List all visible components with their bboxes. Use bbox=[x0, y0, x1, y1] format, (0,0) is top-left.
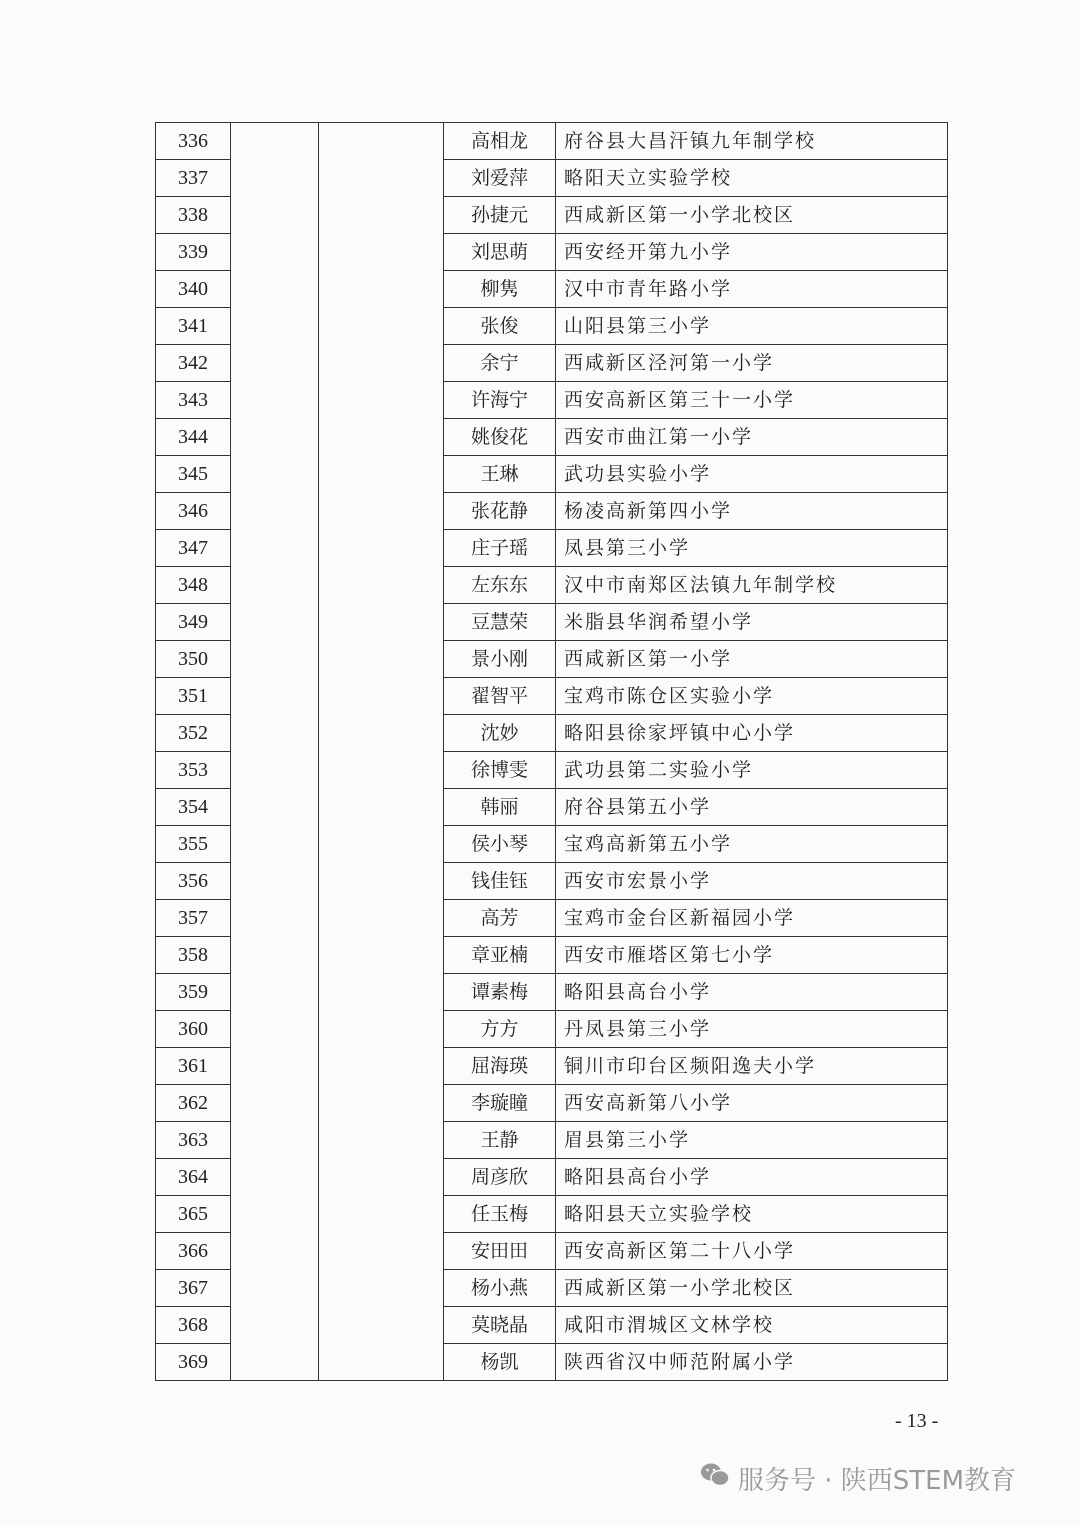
row-number: 348 bbox=[156, 567, 231, 604]
empty-cell bbox=[319, 1011, 444, 1048]
school-name: 府谷县大昌汗镇九年制学校 bbox=[556, 123, 948, 160]
school-name: 宝鸡市陈仓区实验小学 bbox=[556, 678, 948, 715]
person-name: 豆慧荣 bbox=[444, 604, 556, 641]
person-name: 谭素梅 bbox=[444, 974, 556, 1011]
school-name: 丹凤县第三小学 bbox=[556, 1011, 948, 1048]
table-row bbox=[156, 1122, 948, 1159]
table-row bbox=[156, 937, 948, 974]
empty-cell bbox=[319, 678, 444, 715]
person-name: 章亚楠 bbox=[444, 937, 556, 974]
table-row bbox=[156, 1159, 948, 1196]
wechat-icon bbox=[700, 1462, 730, 1495]
table-row bbox=[156, 678, 948, 715]
row-number: 356 bbox=[156, 863, 231, 900]
empty-cell bbox=[319, 604, 444, 641]
table-row bbox=[156, 1048, 948, 1085]
page-number: - 13 - bbox=[895, 1410, 939, 1432]
empty-cell bbox=[319, 197, 444, 234]
watermark-text: 服务号 · 陕西STEM教育 bbox=[738, 1466, 1017, 1496]
empty-cell bbox=[319, 1344, 444, 1381]
row-number: 342 bbox=[156, 345, 231, 382]
person-name: 姚俊花 bbox=[444, 419, 556, 456]
empty-cell bbox=[231, 641, 319, 678]
row-number: 352 bbox=[156, 715, 231, 752]
empty-cell bbox=[319, 900, 444, 937]
empty-cell bbox=[231, 715, 319, 752]
table-row bbox=[156, 641, 948, 678]
school-name: 略阳县天立实验学校 bbox=[556, 1196, 948, 1233]
table-row bbox=[156, 234, 948, 271]
watermark bbox=[700, 1460, 1016, 1497]
row-number: 369 bbox=[156, 1344, 231, 1381]
person-name: 李璇瞳 bbox=[444, 1085, 556, 1122]
school-name: 汉中市南郑区法镇九年制学校 bbox=[556, 567, 948, 604]
school-name: 陕西省汉中师范附属小学 bbox=[556, 1344, 948, 1381]
table-row bbox=[156, 345, 948, 382]
empty-cell bbox=[319, 1122, 444, 1159]
row-number: 366 bbox=[156, 1233, 231, 1270]
row-number: 362 bbox=[156, 1085, 231, 1122]
empty-cell bbox=[231, 1159, 319, 1196]
person-name: 徐博雯 bbox=[444, 752, 556, 789]
person-name: 侯小琴 bbox=[444, 826, 556, 863]
table-row bbox=[156, 900, 948, 937]
empty-cell bbox=[319, 123, 444, 160]
school-name: 西安经开第九小学 bbox=[556, 234, 948, 271]
empty-cell bbox=[319, 382, 444, 419]
table-row bbox=[156, 382, 948, 419]
empty-cell bbox=[231, 1048, 319, 1085]
person-name: 余宁 bbox=[444, 345, 556, 382]
row-number: 341 bbox=[156, 308, 231, 345]
empty-cell bbox=[231, 1196, 319, 1233]
table-row bbox=[156, 604, 948, 641]
school-name: 铜川市印台区频阳逸夫小学 bbox=[556, 1048, 948, 1085]
person-name: 孙捷元 bbox=[444, 197, 556, 234]
table-row bbox=[156, 308, 948, 345]
empty-cell bbox=[319, 1233, 444, 1270]
school-name: 府谷县第五小学 bbox=[556, 789, 948, 826]
school-name: 宝鸡高新第五小学 bbox=[556, 826, 948, 863]
person-name: 张花静 bbox=[444, 493, 556, 530]
empty-cell bbox=[231, 900, 319, 937]
empty-cell bbox=[319, 1270, 444, 1307]
empty-cell bbox=[231, 752, 319, 789]
row-number: 355 bbox=[156, 826, 231, 863]
empty-cell bbox=[231, 937, 319, 974]
table-row bbox=[156, 1307, 948, 1344]
school-name: 西安高新区第三十一小学 bbox=[556, 382, 948, 419]
empty-cell bbox=[319, 456, 444, 493]
table-row bbox=[156, 567, 948, 604]
empty-cell bbox=[319, 1307, 444, 1344]
school-name: 西咸新区第一小学北校区 bbox=[556, 197, 948, 234]
table-row bbox=[156, 123, 948, 160]
empty-cell bbox=[231, 604, 319, 641]
row-number: 345 bbox=[156, 456, 231, 493]
school-name: 略阳天立实验学校 bbox=[556, 160, 948, 197]
empty-cell bbox=[231, 826, 319, 863]
person-name: 刘思萌 bbox=[444, 234, 556, 271]
row-number: 337 bbox=[156, 160, 231, 197]
person-name: 张俊 bbox=[444, 308, 556, 345]
table-row bbox=[156, 1233, 948, 1270]
row-number: 343 bbox=[156, 382, 231, 419]
person-name: 安田田 bbox=[444, 1233, 556, 1270]
empty-cell bbox=[319, 641, 444, 678]
table-row bbox=[156, 197, 948, 234]
table-row bbox=[156, 1270, 948, 1307]
person-name: 许海宁 bbox=[444, 382, 556, 419]
empty-cell bbox=[231, 308, 319, 345]
school-name: 米脂县华润希望小学 bbox=[556, 604, 948, 641]
person-name: 王静 bbox=[444, 1122, 556, 1159]
empty-cell bbox=[319, 567, 444, 604]
row-number: 357 bbox=[156, 900, 231, 937]
row-number: 339 bbox=[156, 234, 231, 271]
row-number: 359 bbox=[156, 974, 231, 1011]
empty-cell bbox=[319, 160, 444, 197]
empty-cell bbox=[231, 419, 319, 456]
school-name: 咸阳市渭城区文林学校 bbox=[556, 1307, 948, 1344]
empty-cell bbox=[319, 1159, 444, 1196]
empty-cell bbox=[231, 123, 319, 160]
person-name: 周彦欣 bbox=[444, 1159, 556, 1196]
row-number: 367 bbox=[156, 1270, 231, 1307]
person-name: 沈妙 bbox=[444, 715, 556, 752]
table-row bbox=[156, 530, 948, 567]
empty-cell bbox=[319, 419, 444, 456]
row-number: 346 bbox=[156, 493, 231, 530]
school-name: 西安市曲江第一小学 bbox=[556, 419, 948, 456]
table-row bbox=[156, 493, 948, 530]
empty-cell bbox=[319, 863, 444, 900]
empty-cell bbox=[231, 1233, 319, 1270]
empty-cell bbox=[231, 271, 319, 308]
table-row bbox=[156, 789, 948, 826]
school-name: 西咸新区第一小学北校区 bbox=[556, 1270, 948, 1307]
empty-cell bbox=[231, 160, 319, 197]
school-name: 眉县第三小学 bbox=[556, 1122, 948, 1159]
empty-cell bbox=[319, 715, 444, 752]
table-row bbox=[156, 160, 948, 197]
empty-cell bbox=[231, 1270, 319, 1307]
row-number: 363 bbox=[156, 1122, 231, 1159]
person-name: 杨凯 bbox=[444, 1344, 556, 1381]
empty-cell bbox=[319, 1048, 444, 1085]
row-number: 353 bbox=[156, 752, 231, 789]
empty-cell bbox=[319, 530, 444, 567]
row-number: 365 bbox=[156, 1196, 231, 1233]
table-row bbox=[156, 1085, 948, 1122]
awardee-table bbox=[155, 122, 948, 1381]
row-number: 358 bbox=[156, 937, 231, 974]
school-name: 武功县实验小学 bbox=[556, 456, 948, 493]
row-number: 354 bbox=[156, 789, 231, 826]
person-name: 屈海瑛 bbox=[444, 1048, 556, 1085]
person-name: 翟智平 bbox=[444, 678, 556, 715]
school-name: 凤县第三小学 bbox=[556, 530, 948, 567]
school-name: 西咸新区泾河第一小学 bbox=[556, 345, 948, 382]
empty-cell bbox=[319, 493, 444, 530]
empty-cell bbox=[231, 1307, 319, 1344]
person-name: 庄子瑶 bbox=[444, 530, 556, 567]
person-name: 杨小燕 bbox=[444, 1270, 556, 1307]
empty-cell bbox=[231, 567, 319, 604]
empty-cell bbox=[319, 345, 444, 382]
empty-cell bbox=[319, 826, 444, 863]
school-name: 西安高新第八小学 bbox=[556, 1085, 948, 1122]
empty-cell bbox=[319, 974, 444, 1011]
person-name: 柳隽 bbox=[444, 271, 556, 308]
school-name: 武功县第二实验小学 bbox=[556, 752, 948, 789]
empty-cell bbox=[231, 863, 319, 900]
school-name: 西安市雁塔区第七小学 bbox=[556, 937, 948, 974]
person-name: 方方 bbox=[444, 1011, 556, 1048]
row-number: 368 bbox=[156, 1307, 231, 1344]
person-name: 刘爱萍 bbox=[444, 160, 556, 197]
empty-cell bbox=[319, 1085, 444, 1122]
school-name: 西咸新区第一小学 bbox=[556, 641, 948, 678]
empty-cell bbox=[231, 197, 319, 234]
school-name: 山阳县第三小学 bbox=[556, 308, 948, 345]
school-name: 西安市宏景小学 bbox=[556, 863, 948, 900]
empty-cell bbox=[231, 1344, 319, 1381]
row-number: 349 bbox=[156, 604, 231, 641]
school-name: 略阳县徐家坪镇中心小学 bbox=[556, 715, 948, 752]
empty-cell bbox=[231, 234, 319, 271]
person-name: 韩丽 bbox=[444, 789, 556, 826]
row-number: 364 bbox=[156, 1159, 231, 1196]
empty-cell bbox=[231, 382, 319, 419]
empty-cell bbox=[319, 234, 444, 271]
person-name: 高相龙 bbox=[444, 123, 556, 160]
person-name: 钱佳钰 bbox=[444, 863, 556, 900]
table-row bbox=[156, 863, 948, 900]
row-number: 351 bbox=[156, 678, 231, 715]
table-row bbox=[156, 419, 948, 456]
row-number: 347 bbox=[156, 530, 231, 567]
school-name: 杨凌高新第四小学 bbox=[556, 493, 948, 530]
row-number: 350 bbox=[156, 641, 231, 678]
row-number: 338 bbox=[156, 197, 231, 234]
row-number: 344 bbox=[156, 419, 231, 456]
row-number: 336 bbox=[156, 123, 231, 160]
empty-cell bbox=[231, 1122, 319, 1159]
empty-cell bbox=[231, 1085, 319, 1122]
person-name: 高芳 bbox=[444, 900, 556, 937]
empty-cell bbox=[231, 530, 319, 567]
school-name: 汉中市青年路小学 bbox=[556, 271, 948, 308]
school-name: 略阳县高台小学 bbox=[556, 974, 948, 1011]
empty-cell bbox=[231, 789, 319, 826]
table-row bbox=[156, 1344, 948, 1381]
school-name: 西安高新区第二十八小学 bbox=[556, 1233, 948, 1270]
empty-cell bbox=[231, 456, 319, 493]
empty-cell bbox=[231, 345, 319, 382]
table-row bbox=[156, 752, 948, 789]
table-row bbox=[156, 271, 948, 308]
school-name: 略阳县高台小学 bbox=[556, 1159, 948, 1196]
table-row bbox=[156, 826, 948, 863]
row-number: 340 bbox=[156, 271, 231, 308]
empty-cell bbox=[231, 1011, 319, 1048]
school-name: 宝鸡市金台区新福园小学 bbox=[556, 900, 948, 937]
person-name: 景小刚 bbox=[444, 641, 556, 678]
empty-cell bbox=[319, 789, 444, 826]
table-row bbox=[156, 974, 948, 1011]
table-row bbox=[156, 456, 948, 493]
empty-cell bbox=[319, 752, 444, 789]
table-row bbox=[156, 715, 948, 752]
empty-cell bbox=[319, 271, 444, 308]
person-name: 左东东 bbox=[444, 567, 556, 604]
row-number: 361 bbox=[156, 1048, 231, 1085]
empty-cell bbox=[319, 1196, 444, 1233]
empty-cell bbox=[319, 937, 444, 974]
row-number: 360 bbox=[156, 1011, 231, 1048]
person-name: 莫晓晶 bbox=[444, 1307, 556, 1344]
empty-cell bbox=[319, 308, 444, 345]
empty-cell bbox=[231, 493, 319, 530]
person-name: 王琳 bbox=[444, 456, 556, 493]
empty-cell bbox=[231, 974, 319, 1011]
person-name: 任玉梅 bbox=[444, 1196, 556, 1233]
empty-cell bbox=[231, 678, 319, 715]
table-row bbox=[156, 1196, 948, 1233]
table-row bbox=[156, 1011, 948, 1048]
